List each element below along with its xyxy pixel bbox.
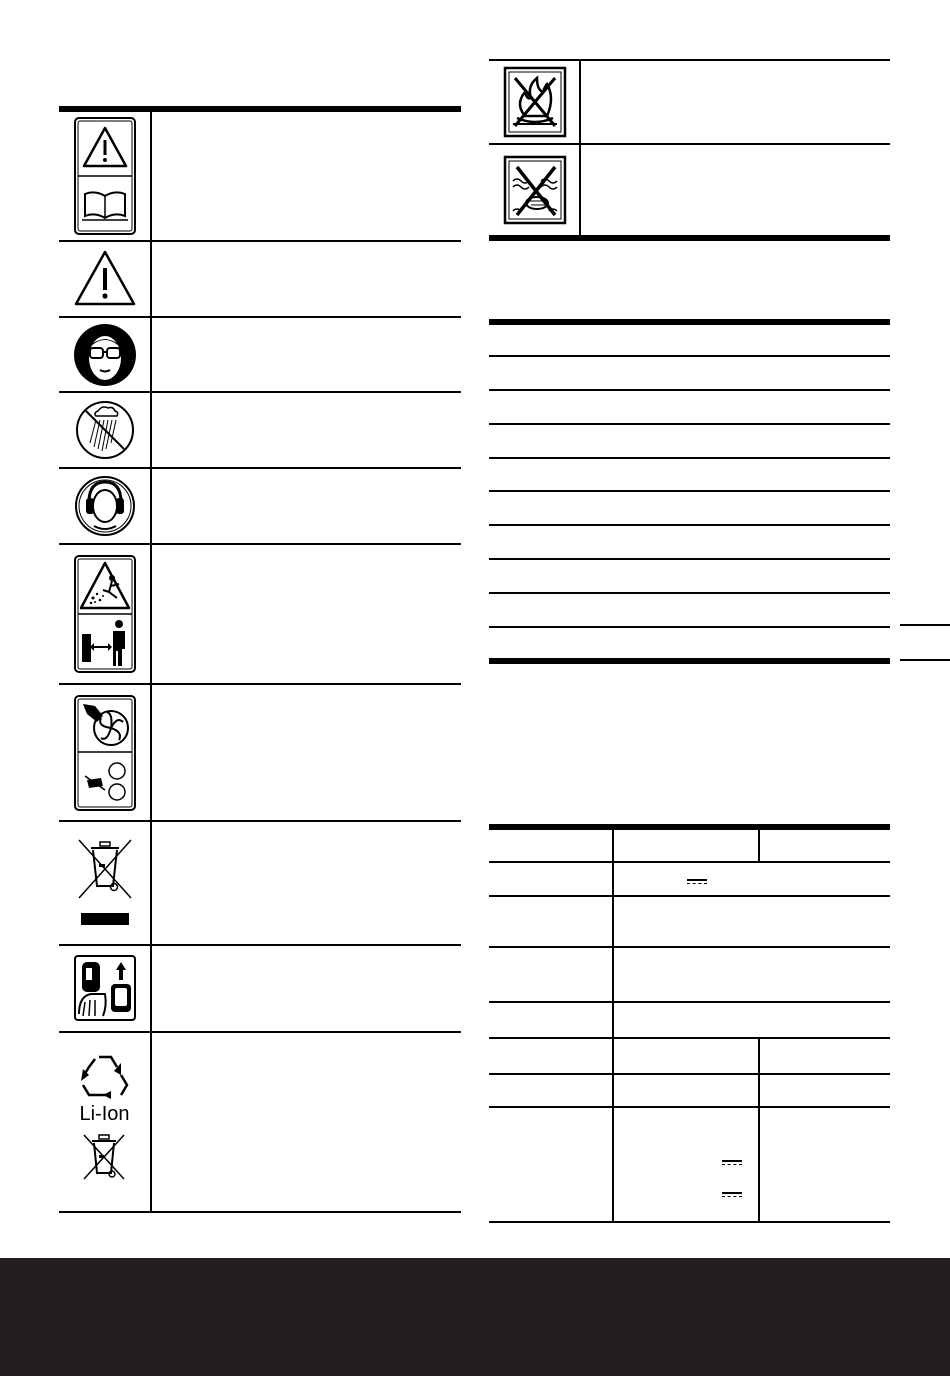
- parts-table-top-rule: [489, 319, 890, 325]
- dc-voltage-symbol: [722, 1188, 742, 1202]
- parts-table-row-rule: [489, 558, 890, 560]
- tech-table-column-divider: [612, 830, 614, 1222]
- thrown-objects-keep-distance-icon: [59, 554, 150, 674]
- parts-table-bottom-rule: [489, 658, 890, 664]
- parts-table-row-rule: [489, 355, 890, 357]
- parts-table-row-rule: [489, 389, 890, 391]
- dc-voltage-symbol: [722, 1156, 742, 1170]
- battery-removal-icon: [59, 954, 150, 1022]
- symbol-table-bottom-rule: [59, 1211, 461, 1213]
- tech-table-row-rule: [489, 861, 890, 863]
- tech-table-row-rule: [489, 1037, 890, 1039]
- right-symbol-top-rule: [489, 59, 890, 61]
- row-rule: [59, 543, 461, 545]
- page-edge-marker: [900, 659, 950, 661]
- wear-safety-glasses-icon: [59, 322, 150, 388]
- parts-table-row-rule: [489, 524, 890, 526]
- symbol-table-top-rule: [59, 106, 461, 112]
- tech-table-top-rule: [489, 824, 890, 830]
- row-rule: [489, 143, 890, 145]
- tech-table-row-rule: [489, 1073, 890, 1075]
- li-ion-recycle-icon: [59, 1051, 150, 1185]
- no-rain-icon: [59, 397, 150, 463]
- row-rule: [59, 391, 461, 393]
- page-edge-marker: [900, 624, 950, 626]
- tech-table-row-rule: [489, 946, 890, 948]
- rotating-blades-icon: [59, 694, 150, 812]
- tech-table-row-rule: [489, 1001, 890, 1003]
- tech-table-row-rule: [489, 1106, 890, 1108]
- row-rule: [59, 1031, 461, 1033]
- parts-table-row-rule: [489, 423, 890, 425]
- symbol-table-column-divider: [150, 112, 152, 1212]
- row-rule: [59, 683, 461, 685]
- parts-table-row-rule: [489, 490, 890, 492]
- no-fire-icon: [503, 66, 567, 143]
- row-rule: [59, 467, 461, 469]
- parts-table-row-rule: [489, 626, 890, 628]
- footer-band: [0, 1258, 950, 1376]
- warning-read-manual-icon: [59, 116, 150, 236]
- parts-table-row-rule: [489, 592, 890, 594]
- right-symbol-bottom-rule: [489, 235, 890, 241]
- warning-triangle-icon: [59, 248, 150, 308]
- row-rule: [59, 240, 461, 242]
- tech-table-bottom-rule: [489, 1221, 890, 1223]
- row-rule: [59, 820, 461, 822]
- no-water-icon: [503, 155, 567, 230]
- tech-table-column-divider: [758, 1038, 760, 1222]
- row-rule: [59, 316, 461, 318]
- tech-table-column-divider: [758, 830, 760, 861]
- wear-ear-protection-icon: [59, 474, 150, 538]
- row-rule: [59, 944, 461, 946]
- li-ion-label: Li-Ion: [79, 1103, 130, 1125]
- tech-table-row-rule: [489, 895, 890, 897]
- right-symbol-column-divider: [579, 61, 581, 236]
- weee-crossed-bin-icon: [59, 836, 150, 928]
- dc-voltage-symbol: [687, 875, 707, 889]
- parts-table-row-rule: [489, 457, 890, 459]
